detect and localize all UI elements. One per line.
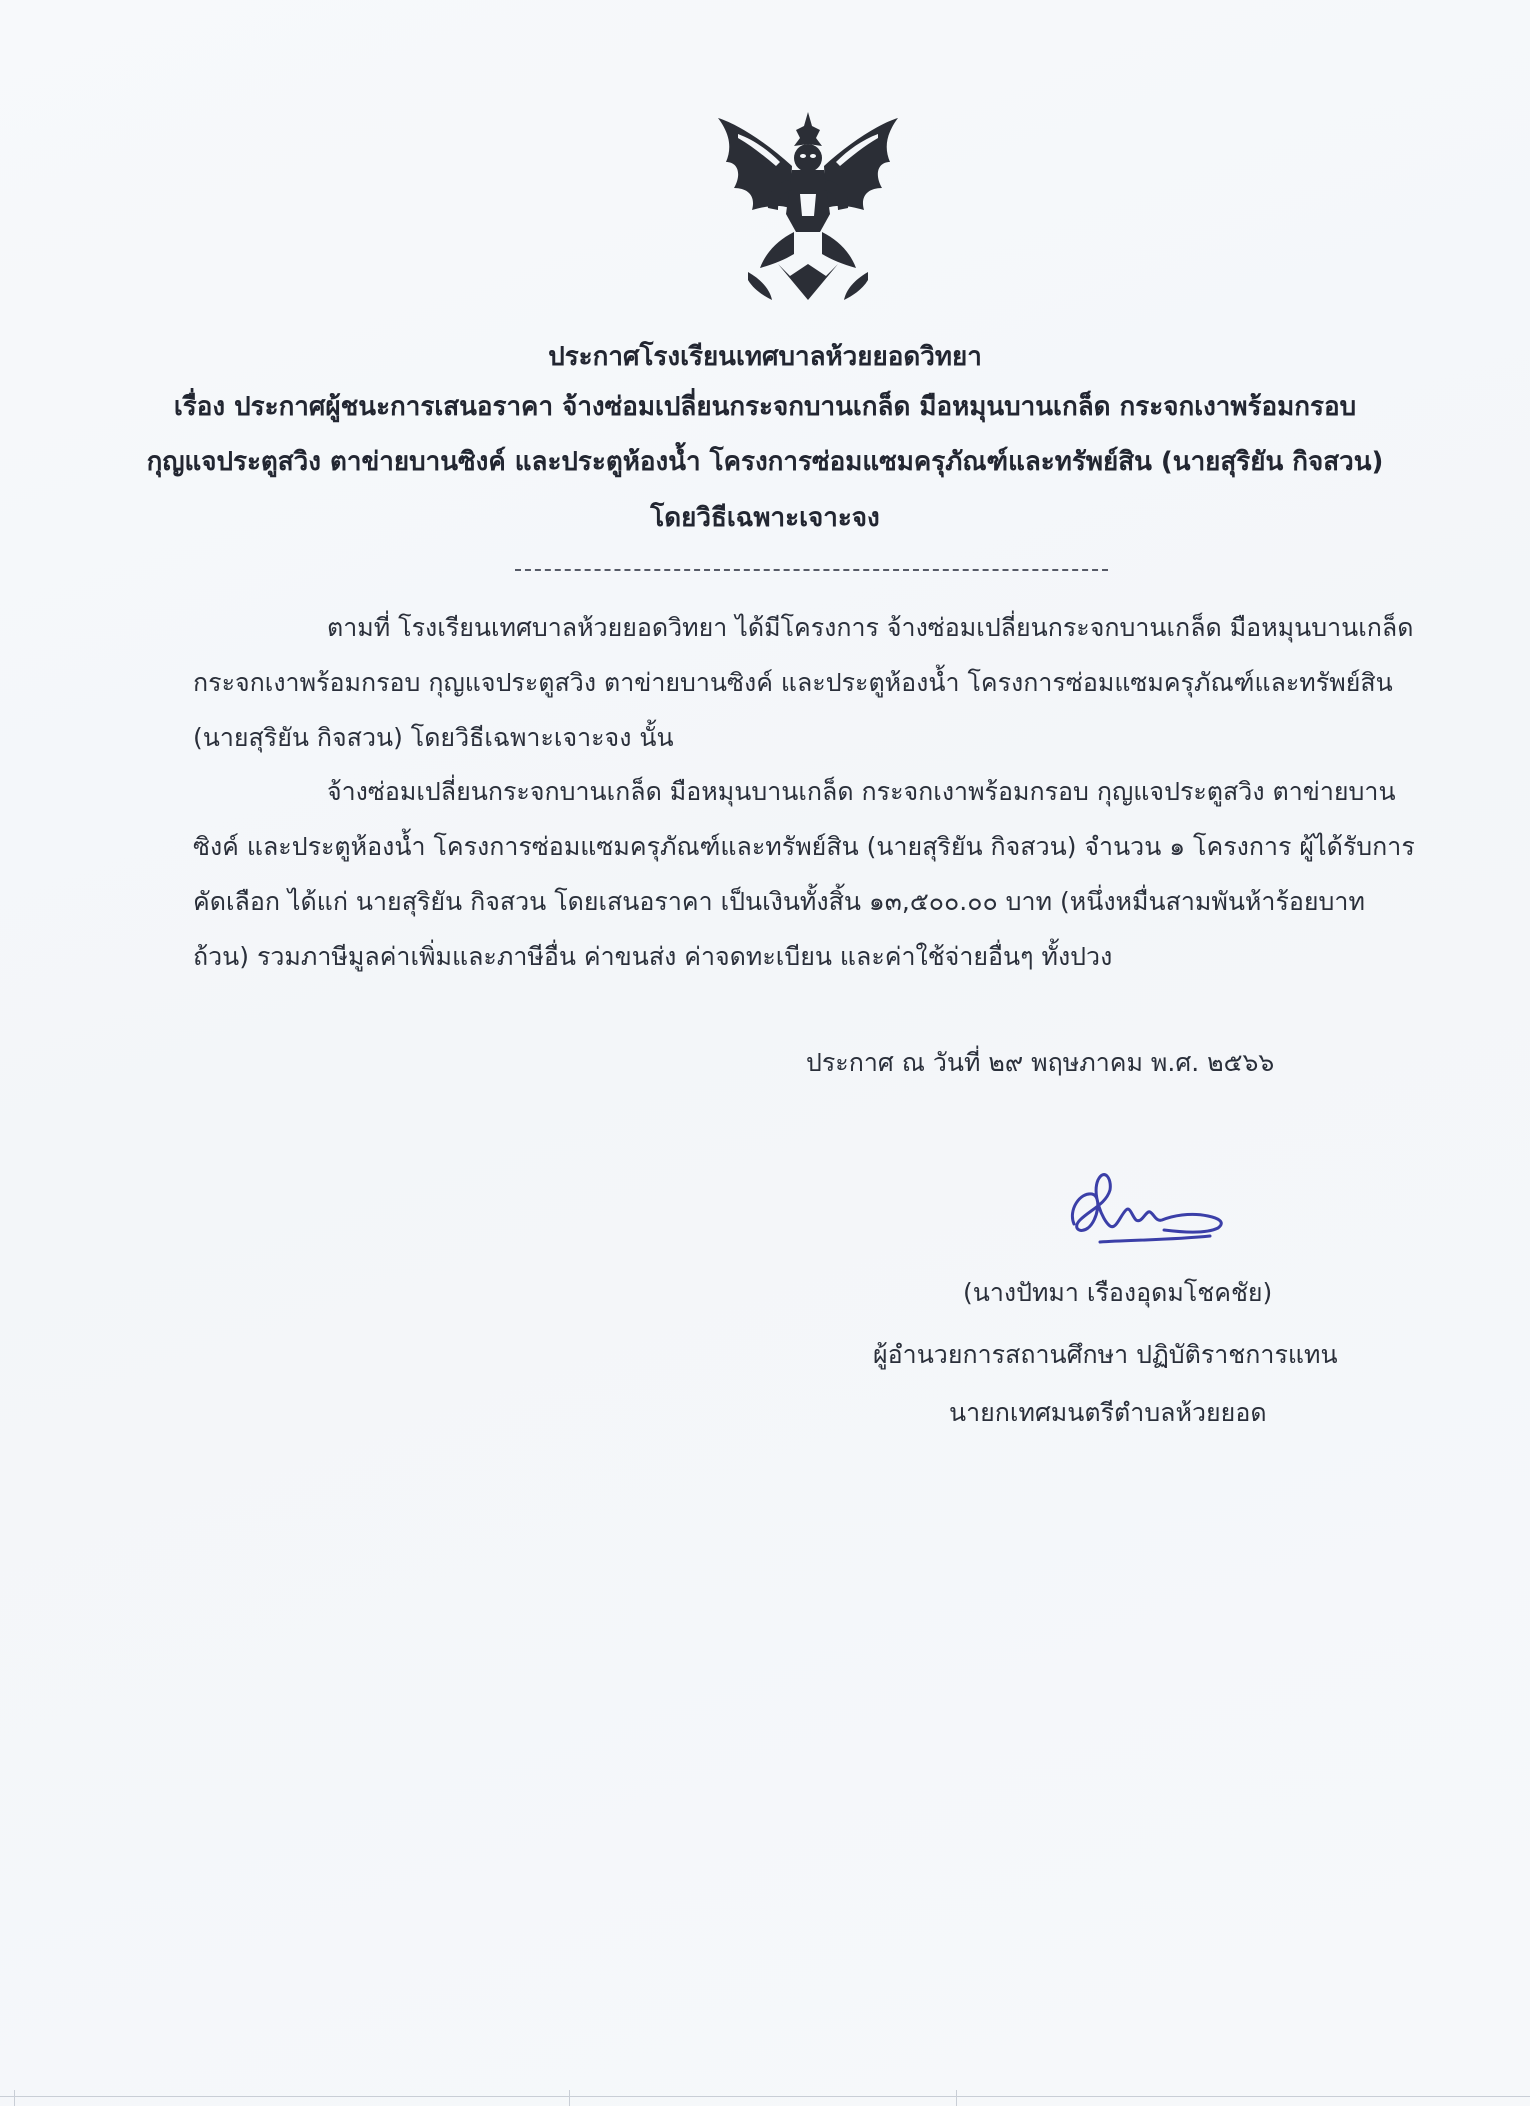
- bottom-edge-tick: [956, 2090, 957, 2106]
- bottom-edge-tick: [14, 2090, 15, 2106]
- subject-line-2: กุญแจประตูสวิง ตาข่ายบานซิงค์ และประตูห้องน้ำ โครงการซ่อมแซมครุภัณฑ์และทรัพย์สิน (นายสุริยัน กิจสวน): [146, 447, 1384, 477]
- paragraph-1-line-1: ตามที่ โรงเรียนเทศบาลห้วยยอดวิทยา ได้มีโครงการ จ้างซ่อมเปลี่ยนกระจกบานเกล็ด มือหมุนบานเกล็ด: [327, 613, 1414, 642]
- paragraph-2-line-3: คัดเลือก ได้แก่ นายสุริยัน กิจสวน โดยเสนอราคา เป็นเงินทั้งสิ้น ๑๓,๕๐๐.๐๐ บาท (หนึ่งหมื่นสามพันห้าร้อยบาท: [193, 887, 1365, 916]
- signatory-position-2: นายกเทศมนตรีตำบลห้วยยอด: [949, 1398, 1267, 1427]
- paragraph-2-line-2: ซิงค์ และประตูห้องน้ำ โครงการซ่อมแซมครุภัณฑ์และทรัพย์สิน (นายสุริยัน กิจสวน) จำนวน ๑ โครงการ ผู้ได้รับการ: [193, 832, 1415, 861]
- document-title: ประกาศโรงเรียนเทศบาลห้วยยอดวิทยา: [548, 342, 982, 372]
- signatory-name: (นางปัทมา เรืองอุดมโชคชัย): [963, 1278, 1273, 1307]
- paragraph-1-line-3: (นายสุริยัน กิจสวน) โดยวิธีเฉพาะเจาะจง นั้น: [193, 723, 674, 752]
- paragraph-2-line-1: จ้างซ่อมเปลี่ยนกระจกบานเกล็ด มือหมุนบานเกล็ด กระจกเงาพร้อมกรอบ กุญแจประตูสวิง ตาข่ายบาน: [327, 777, 1396, 806]
- garuda-emblem-icon: [708, 104, 908, 304]
- paragraph-2-line-4: ถ้วน) รวมภาษีมูลค่าเพิ่มและภาษีอื่น ค่าขนส่ง ค่าจดทะเบียน และค่าใช้จ่ายอื่นๆ ทั้งปวง: [193, 942, 1113, 971]
- subject-line-1: เรื่อง ประกาศผู้ชนะการเสนอราคา จ้างซ่อมเปลี่ยนกระจกบานเกล็ด มือหมุนบานเกล็ด กระจกเงาพร้อมกรอบ: [173, 392, 1357, 422]
- announcement-date: ประกาศ ณ วันที่ ๒๙ พฤษภาคม พ.ศ. ๒๕๖๖: [806, 1048, 1275, 1077]
- paragraph-1-line-2: กระจกเงาพร้อมกรอบ กุญแจประตูสวิง ตาข่ายบานซิงค์ และประตูห้องน้ำ โครงการซ่อมแซมครุภัณฑ์และทรัพย์สิน: [193, 668, 1393, 697]
- bottom-edge-tick: [569, 2090, 570, 2106]
- title-divider: [515, 569, 1108, 571]
- signatory-position-1: ผู้อำนวยการสถานศึกษา ปฏิบัติราชการแทน: [873, 1340, 1338, 1369]
- bottom-edge-line: [0, 2096, 1530, 2097]
- subject-line-3: โดยวิธีเฉพาะเจาะจง: [650, 503, 880, 533]
- handwritten-signature: [1040, 1150, 1260, 1270]
